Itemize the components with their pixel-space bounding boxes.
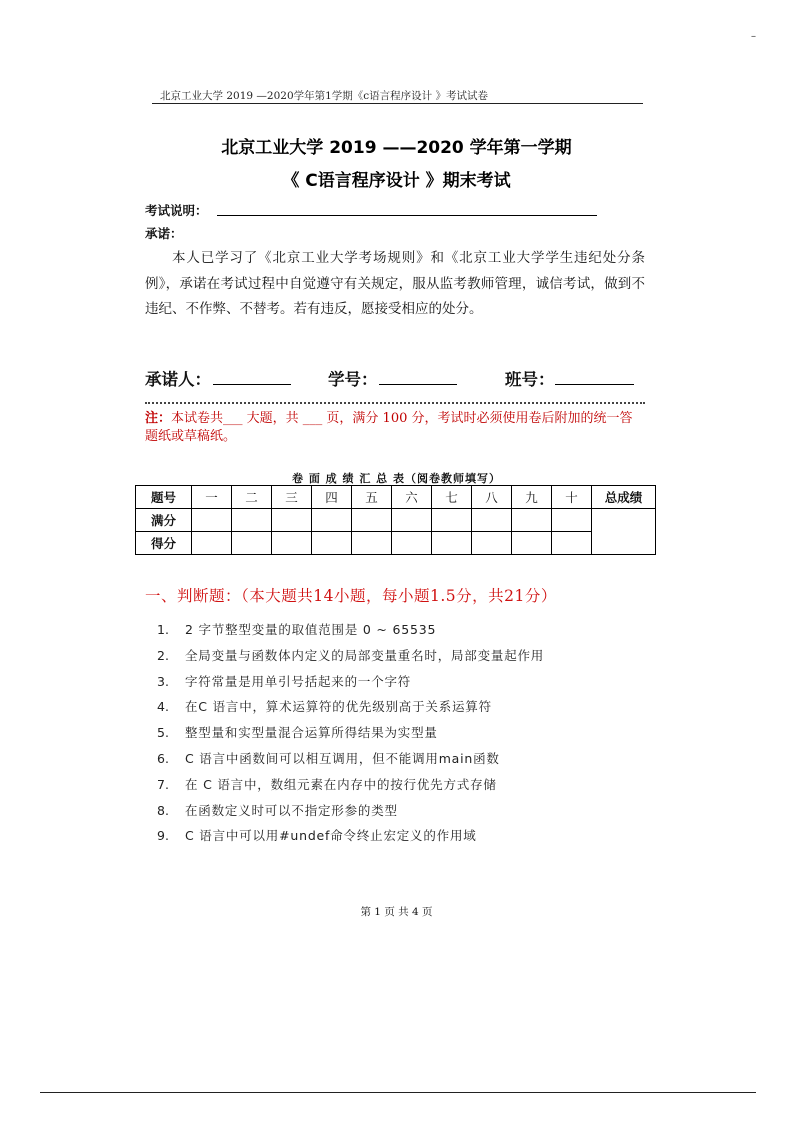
exam-notice [145, 410, 645, 446]
student-id-blank [379, 384, 457, 385]
question-item [157, 646, 637, 672]
score-cell [432, 509, 472, 532]
exam-note-blank [217, 215, 597, 216]
header-question-number: 题号 [136, 486, 192, 509]
bottom-rule [40, 1092, 756, 1093]
column-header: 十 [552, 486, 592, 509]
dotted-separator [145, 402, 645, 404]
score-summary-table [135, 485, 656, 555]
column-header: 三 [272, 486, 312, 509]
question-text: 在函数定义时可以不指定形参的类型 [185, 802, 398, 818]
question-item [157, 697, 637, 723]
column-header: 六 [392, 486, 432, 509]
score-cell [192, 532, 232, 555]
score-cell [272, 509, 312, 532]
section-heading-true-false: 一、判断题：（本大题共14小题，每小题1.5分，共21分） [145, 587, 557, 605]
class-blank [555, 384, 634, 385]
question-item [157, 723, 637, 749]
question-item [157, 620, 637, 646]
score-cell [232, 532, 272, 555]
course-title: 《 C语言程序设计 》期末考试 [282, 171, 511, 191]
question-number: 2. [157, 647, 169, 663]
column-header: 八 [472, 486, 512, 509]
full-marks-row [136, 509, 656, 532]
column-header: 九 [512, 486, 552, 509]
score-cell [472, 509, 512, 532]
score-cell [352, 509, 392, 532]
class-label: 班号： [505, 370, 555, 389]
page-footer: 第 1 页 共 4 页 [360, 906, 433, 918]
corner-mark: – [751, 31, 756, 42]
score-cell [352, 532, 392, 555]
question-text: 整型量和实型量混合运算所得结果为实型量 [185, 725, 438, 741]
score-cell [552, 532, 592, 555]
column-header: 二 [232, 486, 272, 509]
exam-note-label: 考试说明： [145, 203, 208, 218]
student-id-label: 学号： [328, 370, 378, 389]
score-cell [312, 532, 352, 555]
score-cell [552, 509, 592, 532]
question-item [157, 749, 637, 775]
score-cell [272, 532, 312, 555]
question-item [157, 801, 637, 827]
question-text: 2 字节整型变量的取值范围是 0 ~ 65535 [185, 622, 437, 637]
pledger-blank [213, 384, 291, 385]
score-cell [512, 532, 552, 555]
score-cell [392, 509, 432, 532]
question-number: 5. [157, 725, 169, 741]
score-table-title: 卷 面 成 绩 汇 总 表（阅卷教师填写） [292, 472, 501, 485]
question-text: C 语言中函数间可以相互调用，但不能调用main函数 [185, 750, 500, 766]
column-header: 七 [432, 486, 472, 509]
notice-prefix: 注： [145, 411, 172, 426]
question-number: 8. [157, 802, 169, 818]
score-cell [432, 532, 472, 555]
question-item [157, 826, 637, 852]
pledge-label: 承诺： [145, 226, 183, 241]
question-text: 全局变量与函数体内定义的局部变量重名时，局部变量起作用 [185, 647, 545, 663]
score-cell [392, 532, 432, 555]
score-cell [472, 532, 512, 555]
pledge-text: 本人已学习了《北京工业大学考场规则》和《北京工业大学学生违纪处分条例》，承诺在考试过程中自觉遵守有关规定，服从监考教师管理，诚信考试，做到不违纪、不作弊、不替考。若有违反，愿接受相应的处分。 [145, 250, 645, 317]
question-list [157, 620, 637, 852]
question-number: 3. [157, 673, 169, 689]
question-number: 6. [157, 750, 169, 766]
question-text: 字符常量是用单引号括起来的一个字符 [185, 673, 412, 689]
score-table-header-row [136, 486, 656, 509]
column-header: 四 [312, 486, 352, 509]
question-number: 4. [157, 699, 169, 715]
question-number: 9. [157, 828, 169, 844]
question-item [157, 672, 637, 698]
column-header: 一 [192, 486, 232, 509]
header-rule [152, 103, 643, 104]
question-text: C 语言中可以用#undef命令终止宏定义的作用域 [185, 828, 477, 844]
question-number: 7. [157, 776, 169, 792]
score-cell [312, 509, 352, 532]
question-number: 1. [157, 622, 169, 637]
total-score-cell [592, 509, 656, 555]
pledger-label: 承诺人： [145, 370, 211, 389]
score-cell [232, 509, 272, 532]
column-header: 五 [352, 486, 392, 509]
exam-title: 北京工业大学 2019 ——2020 学年第一学期 [221, 138, 572, 158]
notice-text: 本试卷共___ 大题，共 ___ 页，满分 100 分，考试时必须使用卷后附加的统一答题纸或草稿纸。 [145, 411, 633, 444]
score-cell [512, 509, 552, 532]
earned-score-row [136, 532, 656, 555]
score-cell [192, 509, 232, 532]
earned-score-label: 得分 [136, 532, 192, 555]
full-marks-label: 满分 [136, 509, 192, 532]
running-header: 北京工业大学 2019 —2020学年第1学期《c语言程序设计 》考试试卷 [160, 90, 489, 102]
question-item [157, 775, 637, 801]
question-text: 在 C 语言中，数组元素在内存中的按行优先方式存储 [185, 776, 497, 792]
question-text: 在C 语言中，算术运算符的优先级别高于关系运算符 [185, 699, 492, 715]
header-total: 总成绩 [592, 486, 656, 509]
